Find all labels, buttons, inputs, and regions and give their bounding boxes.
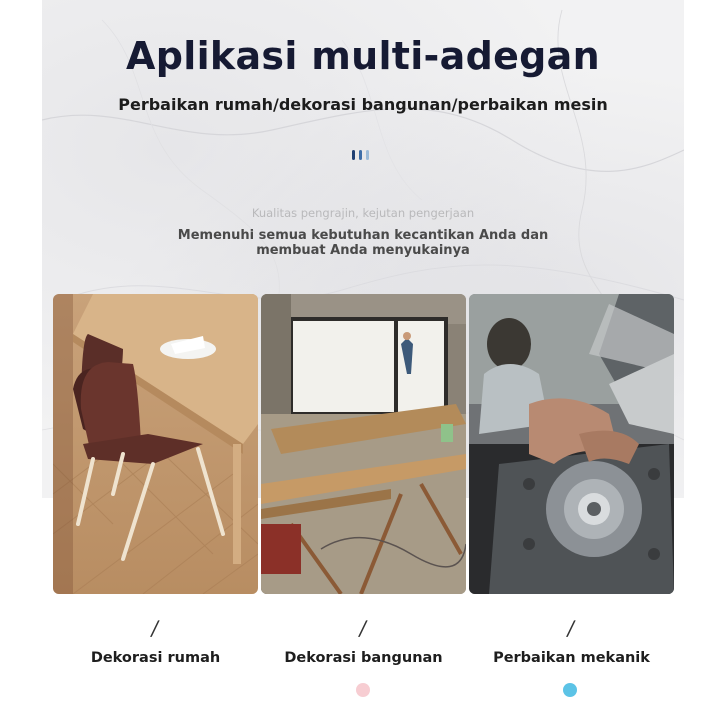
dining-room-photo: [53, 294, 258, 594]
decorative-dots: [352, 150, 369, 160]
tagline: Kualitas pengrajin, kejutan pengerjaan: [251, 206, 475, 220]
slash-decoration-3: /: [565, 616, 577, 640]
dot-light: [366, 150, 369, 160]
scene-label-home: Dekorasi rumah: [90, 650, 221, 666]
scene-label-building: Dekorasi bangunan: [284, 650, 443, 666]
page-dot-blue: [563, 683, 577, 697]
page-subtitle: Perbaikan rumah/dekorasi bangunan/perbaikan mesin: [118, 95, 608, 114]
engine-repair-photo: [469, 294, 674, 594]
construction-site-photo: [261, 294, 466, 594]
slash-decoration-2: /: [357, 616, 369, 640]
scene-label-mechanic: Perbaikan mekanik: [493, 650, 650, 666]
description: Memenuhi semua kebutuhan kecantikan Anda dan membuat Anda menyukainya: [177, 228, 549, 258]
slash-decoration-1: /: [149, 616, 161, 640]
dot-mid: [359, 150, 362, 160]
page-title: Aplikasi multi-adegan: [126, 34, 600, 78]
dot-dark: [352, 150, 355, 160]
page-dot-pink: [356, 683, 370, 697]
